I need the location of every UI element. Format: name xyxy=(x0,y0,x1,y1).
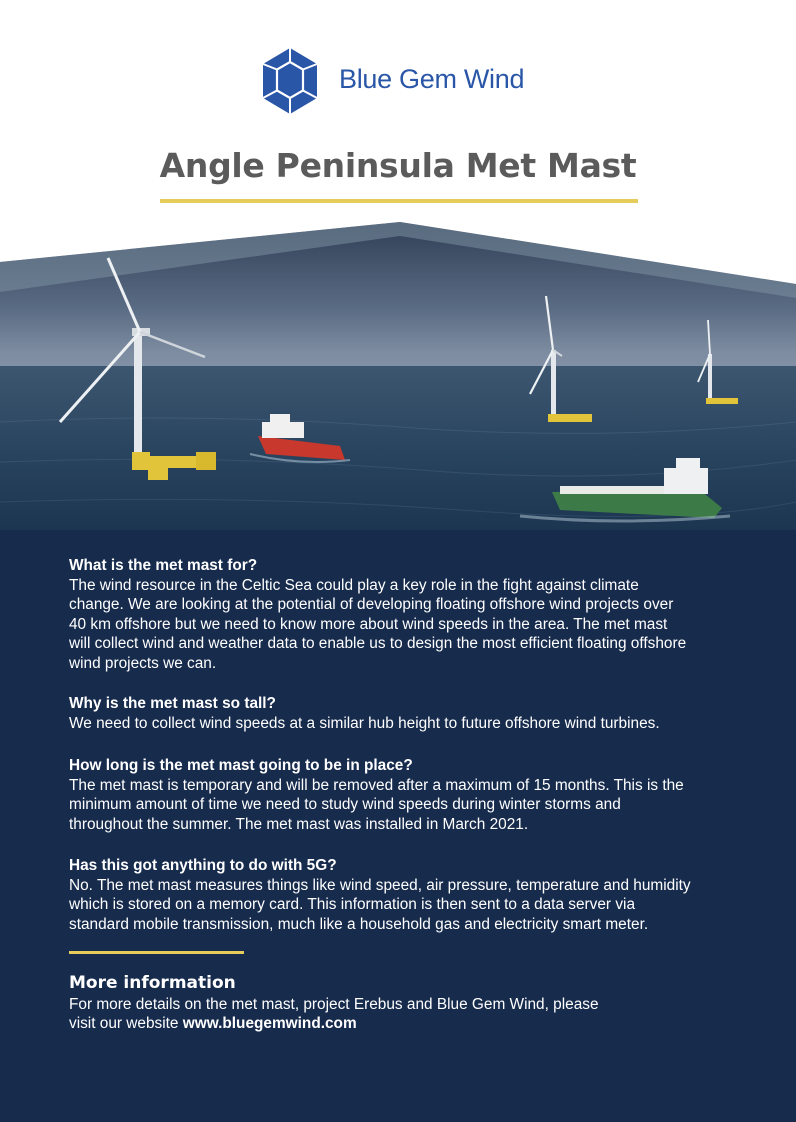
section-heading: Why is the met mast so tall? xyxy=(69,695,276,712)
section-line: No. The met mast measures things like wind speed, air pressure, temperature and humidity xyxy=(69,876,691,894)
section-line: will collect wind and weather data to enable us to design the most efficient floating offshore xyxy=(69,635,687,653)
more-information-line-2 xyxy=(69,1014,749,1034)
section-divider xyxy=(69,951,244,954)
section-line: which is stored on a memory card. This information is then sent to a data server via xyxy=(69,896,636,914)
brand-name: Blue Gem Wind xyxy=(339,64,525,94)
section-line: throughout the summer. The met mast was installed in March 2021. xyxy=(69,815,529,833)
content-panel xyxy=(0,530,796,1122)
section-line: We need to collect wind speeds at a similar hub height to future offshore wind turbines. xyxy=(69,714,660,732)
section-heading: What is the met mast for? xyxy=(69,557,258,574)
section-line: wind projects we can. xyxy=(69,654,217,672)
website-prefix: visit our website xyxy=(69,1015,183,1033)
more-information-heading: More information xyxy=(69,973,236,993)
brand-logo xyxy=(259,46,549,118)
section-line: The wind resource in the Celtic Sea could play a key role in the fight against climate xyxy=(69,576,639,594)
section-height xyxy=(69,694,749,733)
section-line: 40 km offshore but we need to know more about wind speeds in the area. The met mast xyxy=(69,615,668,633)
section-purpose xyxy=(69,556,749,674)
page-header xyxy=(0,0,796,222)
offshore-wind-photo xyxy=(0,222,796,530)
more-information xyxy=(69,974,749,1034)
gem-logo-icon xyxy=(259,46,321,118)
more-information-line: For more details on the met mast, project Erebus and Blue Gem Wind, please xyxy=(69,995,599,1013)
section-5g xyxy=(69,856,749,934)
section-line: The met mast is temporary and will be removed after a maximum of 15 months. This is the xyxy=(69,776,684,794)
section-heading: How long is the met mast going to be in place? xyxy=(69,757,413,774)
section-line: standard mobile transmission, much like a household gas and electricity smart meter. xyxy=(69,915,649,933)
section-duration xyxy=(69,756,749,834)
title-underline xyxy=(160,199,638,203)
section-line: minimum amount of time we need to study wind speeds during winter storms and xyxy=(69,796,621,814)
section-line: change. We are looking at the potential of developing floating offshore wind projects over xyxy=(69,596,674,614)
website-link[interactable]: www.bluegemwind.com xyxy=(182,1015,357,1033)
section-heading: Has this got anything to do with 5G? xyxy=(69,857,337,874)
page-title: Angle Peninsula Met Mast xyxy=(159,146,637,185)
